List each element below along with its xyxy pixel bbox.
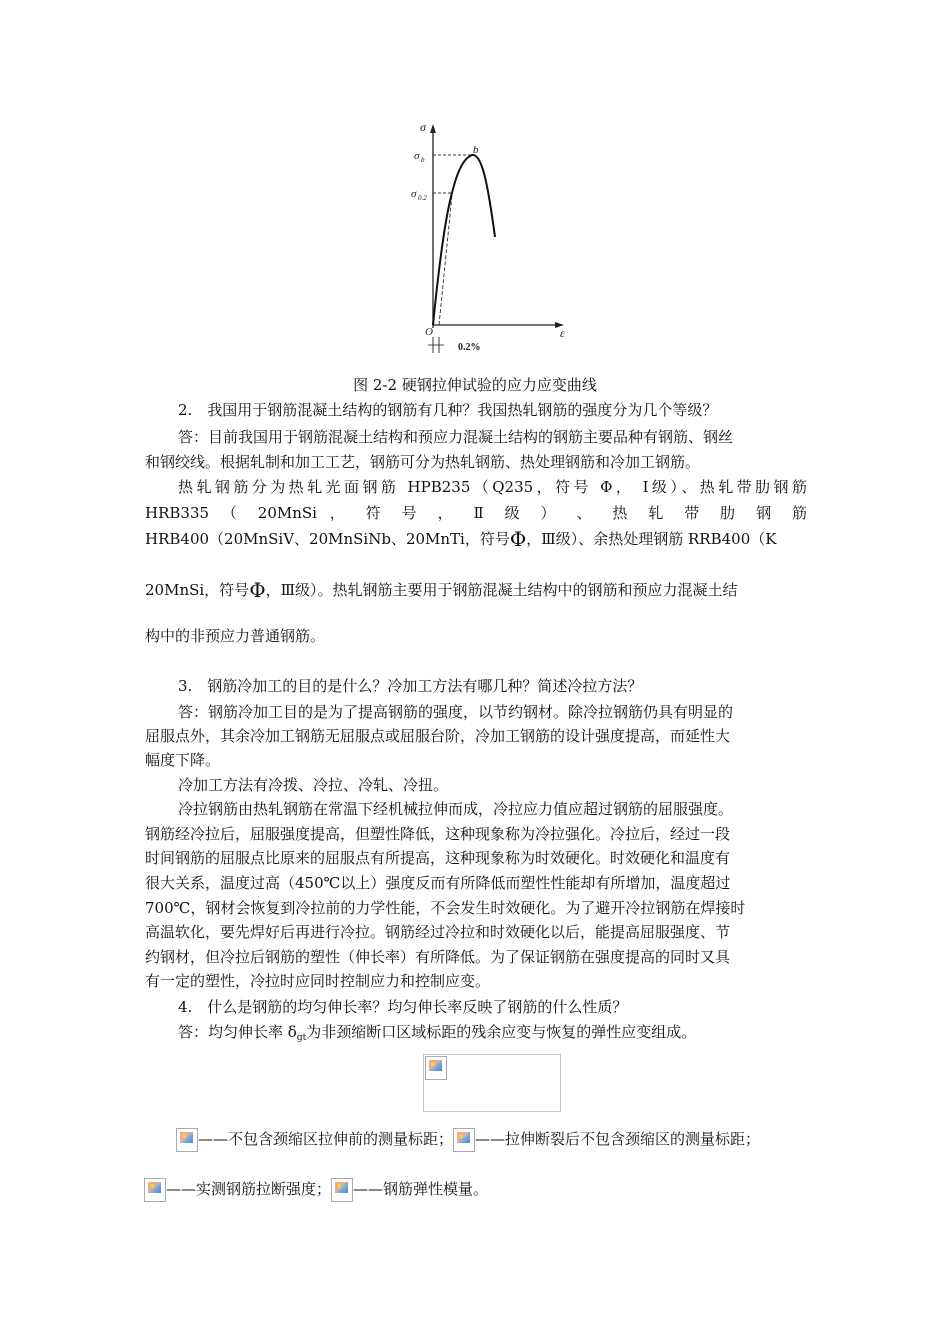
q2-para2-line-2: HRB335 （ 20MnSi ， 符 号 ， Ⅱ 级 ） 、 热 轧 带 肋 钢 筋 [145,504,807,522]
sigma-b-sub: b [421,156,425,164]
q3-answer-line-3: 幅度下降。 [145,751,221,769]
broken-image-icon [144,1178,166,1202]
question-4: 4. 什么是钢筋的均匀伸长率？均匀伸长率反映了钢筋的什么性质？ [178,998,628,1016]
q2-para2-line-3-b: ，Ⅲ级）、余热处理钢筋 RRB400（K [526,530,777,548]
rebar-symbol-rrb: Φ [249,578,266,602]
origin-label: O [425,326,433,338]
definition-2: ——拉伸断裂后不包含颈缩区的测量标距； [475,1130,761,1148]
q3-cold-line-3: 时间钢筋的屈服点比原来的屈服点有所提高，这种现象称为时效硬化。时效硬化和温度有 [145,849,731,867]
sigma-02-sub: 0.2 [418,194,427,202]
sigma-b-label: σ [414,150,420,162]
offset-label: 0.2% [458,342,481,353]
q4-answer-post: 为非颈缩断口区域标距的残余应变与恢复的弹性应变组成。 [306,1023,697,1041]
question-3: 3. 钢筋冷加工的目的是什么？冷加工方法有哪几种？简述冷拉方法？ [178,677,643,695]
broken-image-icon [176,1128,198,1152]
x-axis-label: ε [560,326,565,340]
figure-caption: 图 2-2 硬钢拉伸试验的应力应变曲线 [353,376,597,394]
q3-cold-line-4: 很大关系，温度过高（450℃以上）强度反而有所降低而塑性性能却有所增加，温度超过 [145,874,731,892]
q4-answer-pre: 答：均匀伸长率 δ [178,1023,297,1041]
definition-1: ——不包含颈缩区拉伸前的测量标距； [198,1130,454,1148]
q2-para2-line-4-a: 20MnSi，符号 [145,581,250,599]
stress-strain-curve [433,155,495,325]
q2-para2-line-3 [145,527,807,551]
y-axis-label: σ [420,120,426,134]
definition-3: ——实测钢筋拉断强度； [166,1180,332,1198]
rebar-symbol-iii: Φ [509,527,527,551]
question-2: 2. 我国用于钢筋混凝土结构的钢筋有几种？我国热轧钢筋的强度分为几个等级？ [178,401,718,419]
formula-image [423,1054,561,1112]
q3-answer-line-2: 屈服点外，其余冷加工钢筋无屈服点或屈服台阶，冷加工钢筋的设计强度提高，而延性大 [145,727,731,745]
sigma-02-label: σ [411,188,417,200]
q3-cold-line-7: 约钢材，但冷拉后钢筋的塑性（伸长率）有所降低。为了保证钢筋在强度提高的同时又具 [145,948,731,966]
y-axis-arrow [430,124,436,133]
q2-para2-line-4 [145,578,807,602]
q4-answer-sub: gt [296,1033,307,1043]
q3-methods: 冷加工方法有冷拨、冷拉、冷轧、冷扭。 [178,776,449,794]
q3-cold-line-6: 高温软化，要先焊好后再进行冷拉。钢筋经过冷拉和时效硬化以后，能提高屈服强度、节 [145,923,731,941]
peak-label: b [473,144,479,156]
q2-para2-line-4-b: ，Ⅲ级）。热轧钢筋主要用于钢筋混凝土结构中的钢筋和预应力混凝土结 [265,581,738,599]
q2-para2-line-1: 热轧钢筋分为热轧光面钢筋 HPB235（Q235，符号 Φ， Ⅰ级）、热轧带肋钢筋 [178,478,807,496]
stress-strain-figure [400,115,580,365]
q2-para2-line-5: 构中的非预应力普通钢筋。 [145,627,326,645]
definition-4: ——钢筋弹性模量。 [353,1180,489,1198]
q2-answer-line-1: 答：目前我国用于钢筋混凝土结构和预应力混凝土结构的钢筋主要品种有钢筋、钢丝 [178,428,734,446]
broken-image-icon [453,1128,475,1152]
q3-answer-line-1: 答：钢筋冷加工目的是为了提高钢筋的强度，以节约钢材。除冷拉钢筋仍具有明显的 [178,703,734,721]
definition-row-1 [176,1126,760,1152]
q3-cold-line-1: 冷拉钢筋由热轧钢筋在常温下经机械拉伸而成，冷拉应力值应超过钢筋的屈服强度。 [178,800,734,818]
q2-answer-line-2: 和钢绞线。根据轧制和加工工艺，钢筋可分为热轧钢筋、热处理钢筋和冷加工钢筋。 [145,453,701,471]
broken-image-icon [425,1056,447,1080]
broken-image-icon [331,1178,353,1202]
definition-row-2 [144,1176,488,1202]
q3-cold-line-2: 钢筋经冷拉后，屈服强度提高，但塑性降低，这种现象称为冷拉强化。冷拉后，经过一段 [145,825,731,843]
q4-answer [178,1020,807,1050]
q3-cold-line-8: 有一定的塑性，冷拉时应同时控制应力和控制应变。 [145,972,491,990]
stress-strain-chart [400,115,580,365]
q3-cold-line-5: 700℃，钢材会恢复到冷拉前的力学性能，不会发生时效硬化。为了避开冷拉钢筋在焊接时 [145,899,746,917]
q2-para2-line-3-a: HRB400（20MnSiV、20MnSiNb、20MnTi，符号 [145,530,510,548]
